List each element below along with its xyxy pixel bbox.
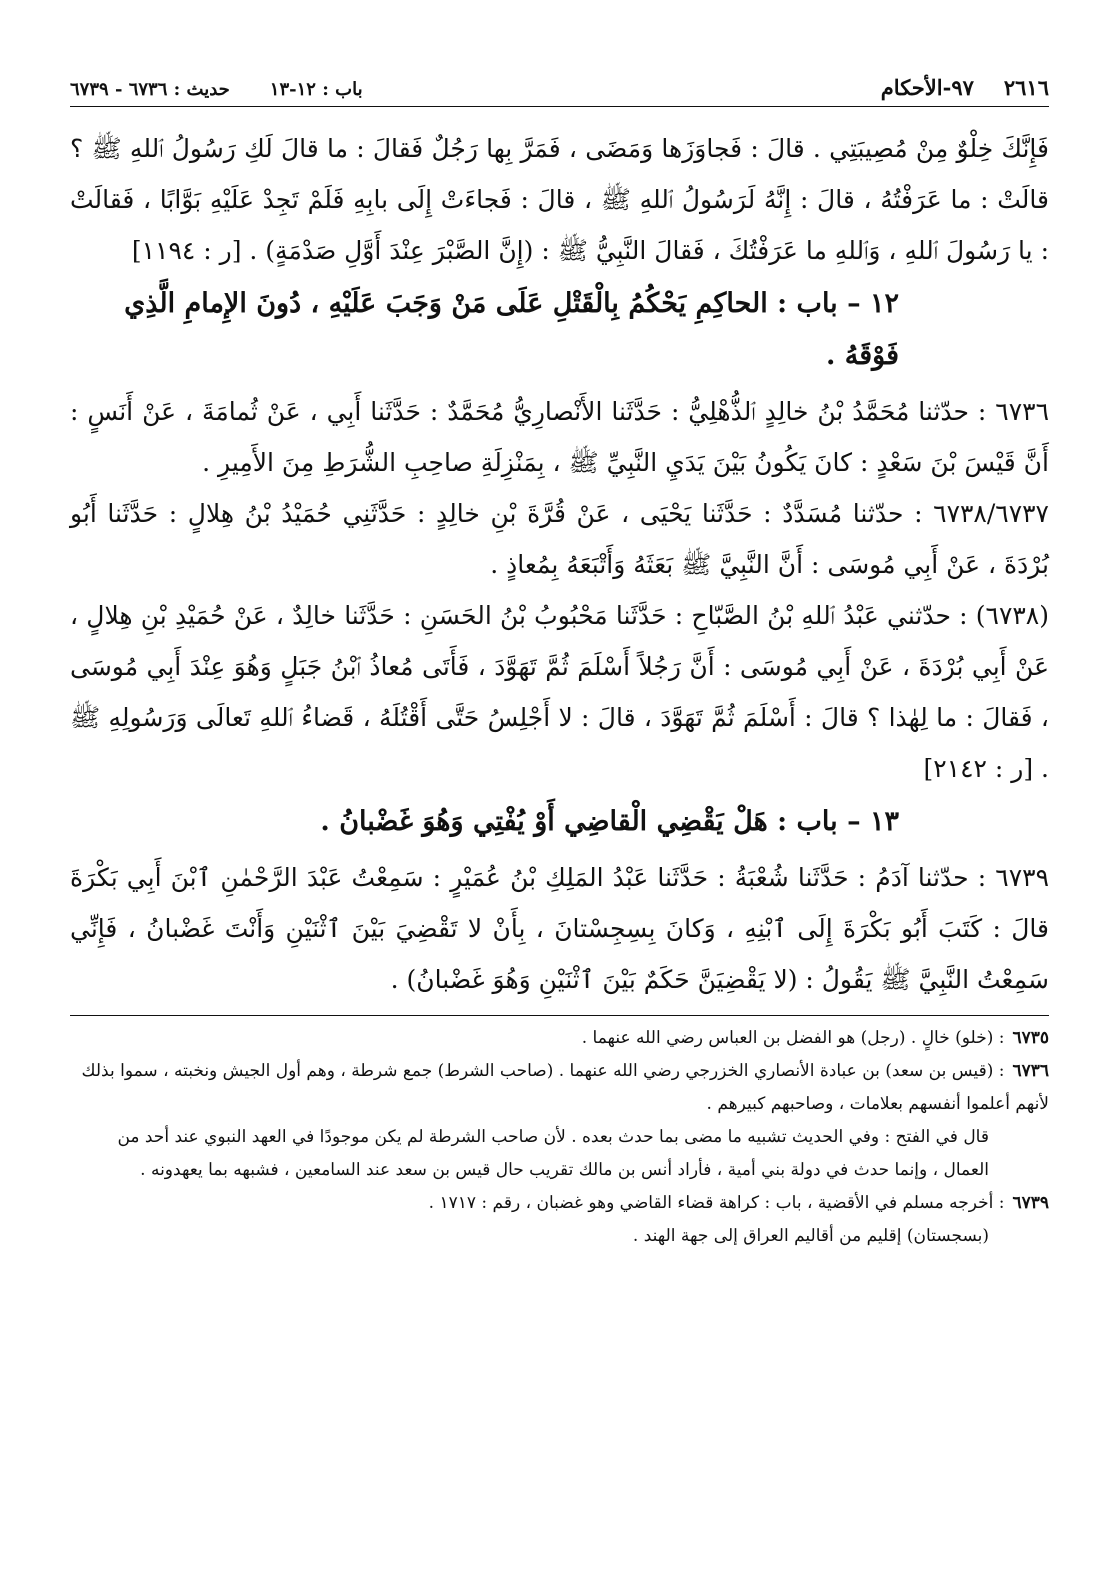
page-header	[70, 52, 1049, 100]
header-left	[70, 79, 363, 100]
bab-range: باب : ١٢-١٣	[269, 79, 363, 100]
hadith-range: حديث : ٦٧٣٦ - ٦٧٣٩	[70, 79, 230, 100]
hadith-6738: (٦٧٣٨) : حدّثني عَبْدُ ٱللهِ بْنُ الصَّبّاحِ : حَدَّثَنا مَحْبُوبُ بْنُ الحَسَنِ : حَدَّثَنا خالِدٌ ، عَنْ حُمَيْدِ بْنِ هِلالٍ ، عَنْ أَبِي بُرْدَةَ ، عَنْ أَبِي مُوسَى : أَنَّ رَجُلاً أَسْلَمَ ثُمَّ تَهَوَّدَ ، فَأَتَى مُعاذُ ٱبْنُ جَبَلٍ وَهُوَ عِنْدَ أَبِي مُوسَى ، فَقالَ : ما لِهٰذا ؟ قالَ : أَسْلَمَ ثُمَّ تَهَوَّدَ ، قالَ : لا أَجْلِسُ حَتَّى أَقْتُلَهُ ، قَضاءُ ٱللهِ تَعالَى وَرَسُولِهِ ﷺ . [ر : ٢١٤٢]	[70, 601, 1049, 783]
footnote-6736	[70, 1055, 1049, 1121]
header-rule	[70, 106, 1049, 107]
footnote-6736-continuation: قال في الفتح : وفي الحديث تشبيه ما مضى بما حدث بعده . لأن صاحب الشرطة لم يكن موجودًا في العهد النبوي عند أحد من العمال ، وإنما حدث في دولة بني أمية ، فأراد أنس بن مالك تقريب حال قيس بن سعد عند السامعين ، فشبهه بما يعهدونه .	[117, 1127, 989, 1180]
footnote-text: : (قيس بن سعد) بن عبادة الأنصاري الخزرجي رضي الله عنهما . (صاحب الشرط) جمع شرطة ، وهم أول الجيش ونخبته ، سموا بذلك لأنهم أعلموا أنفسهم بعلامات ، وصاحبهم كبيرهم .	[81, 1061, 1049, 1114]
footnote-number: ٦٧٣٦	[1012, 1061, 1049, 1081]
footnote-number: ٦٧٣٩	[1012, 1193, 1049, 1213]
header-right	[881, 75, 1049, 100]
hadith-6737: ٦٧٣٨/٦٧٣٧ : حدّثنا مُسَدَّدٌ : حَدَّثَنا يَحْيَى ، عَنْ قُرَّةَ بْنِ خالِدٍ : حَدَّثَنِي حُمَيْدُ بْنُ هِلالٍ : حَدَّثَنا أَبُو بُرْدَةَ ، عَنْ أَبِي مُوسَى : أَنَّ النَّبِيَّ ﷺ بَعَثَهُ وَأَتْبَعَهُ بِمُعاذٍ .	[70, 499, 1049, 579]
footnote-text: : أخرجه مسلم في الأقضية ، باب : كراهة قضاء القاضي وهو غضبان ، رقم : ١٧١٧ .	[428, 1193, 1005, 1213]
footnote-6739-continuation: (بسجستان) إقليم من أقاليم العراق إلى جهة الهند .	[632, 1226, 989, 1246]
footnote-6739	[70, 1187, 1049, 1220]
page-number: ٢٦١٦	[1003, 75, 1049, 100]
footnote-text: : (خلو) خالٍ . (رجل) هو الفضل بن العباس رضي الله عنهما .	[581, 1028, 1005, 1048]
hadith-6736: ٦٧٣٦ : حدّثنا مُحَمَّدُ بْنُ خالِدٍ ٱلذُّهْلِيُّ : حَدَّثَنا الأَنْصارِيُّ مُحَمَّدٌ : حَدَّثَنا أَبِي ، عَنْ ثُمامَةَ ، عَنْ أَنَسٍ : أَنَّ قَيْسَ بْنَ سَعْدٍ : كانَ يَكُونُ بَيْنَ يَدَيِ النَّبِيِّ ﷺ ، بِمَنْزِلَةِ صاحِبِ الشُّرَطِ مِنَ الأَمِيرِ .	[70, 397, 1049, 477]
chapter-heading-12: ١٢ – باب : الحاكِمِ يَحْكُمُ بِالْقَتْلِ عَلَى مَنْ وَجَبَ عَلَيْهِ ، دُونَ الإِمامِ الَّذِي فَوْقَهُ .	[124, 288, 899, 371]
chapter-heading-13: ١٣ – باب : هَلْ يَقْضِي الْقاضِي أَوْ يُفْتِي وَهُوَ غَضْبانُ .	[320, 806, 899, 837]
hadith-6739: ٦٧٣٩ : حدّثنا آدَمُ : حَدَّثَنا شُعْبَةُ : حَدَّثَنا عَبْدُ المَلِكِ بْنُ عُمَيْرٍ : سَمِعْتُ عَبْدَ الرَّحْمٰنِ ٱبْنَ أَبِي بَكْرَةَ قالَ : كَتَبَ أَبُو بَكْرَةَ إِلَى ٱبْنِهِ ، وَكانَ بِسِجِسْتانَ ، بِأَنْ لا تَقْضِيَ بَيْنَ ٱثْنَيْنِ وَأَنْتَ غَضْبانُ ، فَإِنِّي سَمِعْتُ النَّبِيَّ ﷺ يَقُولُ : (لا يَقْضِيَنَّ حَكَمٌ بَيْنَ ٱثْنَيْنِ وَهُوَ غَضْبانُ) .	[70, 863, 1049, 994]
paragraph-continuation: فَإِنَّكَ خِلْوٌ مِنْ مُصِيبَتِي . قالَ : فَجاوَزَها وَمَضَى ، فَمَرَّ بِها رَجُلٌ فَقالَ : ما قالَ لَكِ رَسُولُ ٱللهِ ﷺ ؟ قالَتْ : ما عَرَفْتُهُ ، قالَ : إِنَّهُ لَرَسُولُ ٱللهِ ﷺ ، قالَ : فَجاءَتْ إِلَى بابِهِ فَلَمْ تَجِدْ عَلَيْهِ بَوَّابًا ، فَقالَتْ : يا رَسُولَ ٱللهِ ، وَٱللهِ ما عَرَفْتُكَ ، فَقالَ النَّبِيُّ ﷺ : (إِنَّ الصَّبْرَ عِنْدَ أَوَّلِ صَدْمَةٍ) . [ر : ١١٩٤]	[70, 134, 1049, 265]
footnote-rule	[70, 1015, 1049, 1016]
footnote-number: ٦٧٣٥	[1012, 1028, 1049, 1048]
book-title: ٩٧-الأحكام	[880, 75, 974, 100]
footnote-6735	[70, 1022, 1049, 1055]
